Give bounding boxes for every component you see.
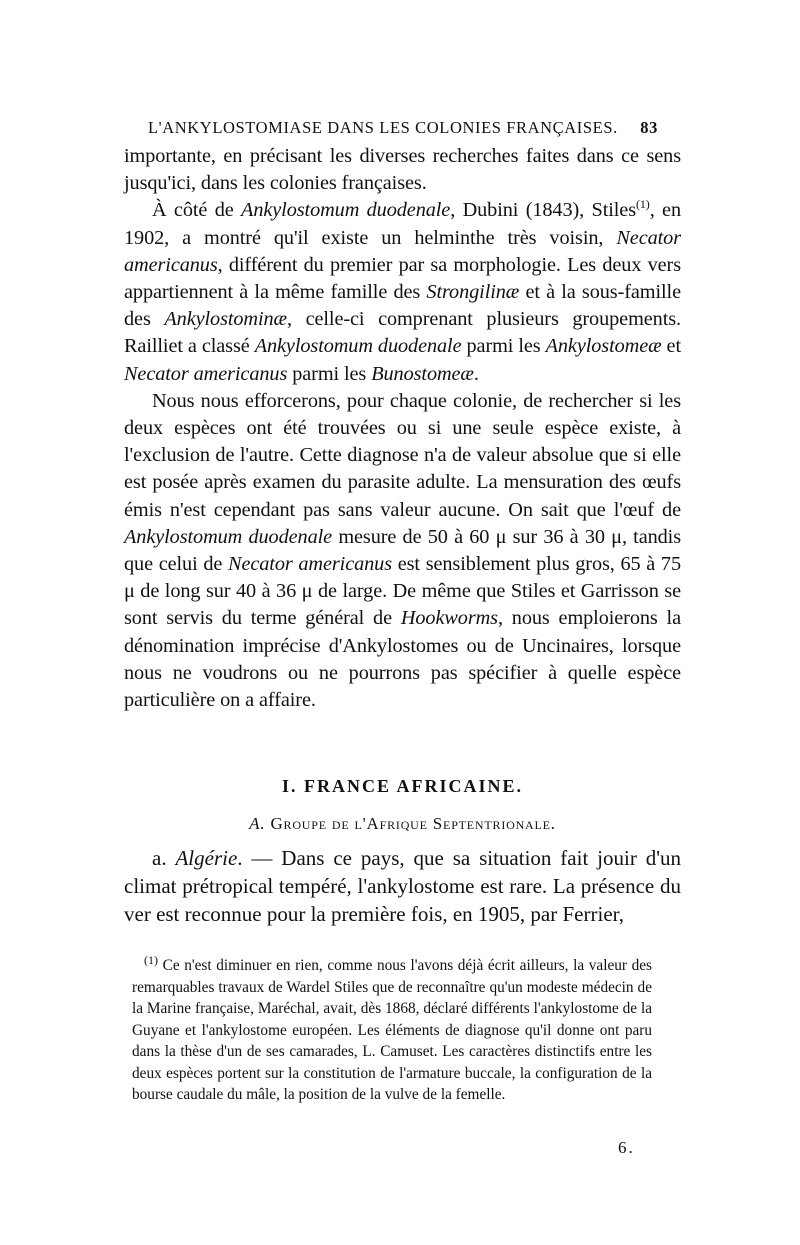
text-run: , en 1902, a montré qu'il existe un helminthe très voisin, — [124, 199, 682, 249]
species-name: Ankylostomum duodenale — [241, 199, 451, 222]
text-run: , nous emploierons la dénomination imprécise d'Ankylostomes ou de Uncinaires, lorsque nous ne voudrons ou ne pourrons pas spécifier à quelle espèce particulière on a affaire. — [124, 607, 681, 712]
taxon-name: Ankylostomeæ — [545, 335, 662, 358]
text-run: parmi les — [461, 335, 546, 358]
text-run: et — [661, 335, 681, 358]
section-title: I. FRANCE AFRICAINE. — [281, 776, 523, 796]
paragraph-1 — [124, 143, 681, 197]
text-run: Nous nous efforcerons, pour chaque colonie, de rechercher si les deux espèces ont été trouvées ou si une seule espèce existe, à l'exclusion de l'autre. Cette diagnose n'a de valeur absolue que si elle est posée après examen du parasite adulte. La mensuration des œufs émis n'est cependant pas sans valeur aucune. On sait que l'œuf de — [124, 389, 681, 521]
running-title: L'ANKYLOSTOMIASE DANS LES COLONIES FRANÇAISES. — [148, 118, 618, 137]
footnote — [132, 952, 652, 1106]
text-run: , différent du premier par sa morphologie. Les deux vers appartiennent à la même famille des — [124, 253, 681, 304]
footnote-number: (1) — [144, 952, 158, 967]
text-run: , Dubini (1843), Stiles — [450, 199, 636, 222]
p1-line-1: importante, en précisant les diverses recherches faites dans ce — [124, 145, 639, 167]
country-name: Algérie — [175, 846, 238, 870]
species-name: Necator americanus — [124, 226, 681, 276]
running-head — [148, 118, 658, 138]
species-name: Ankylostomum duodenale — [254, 335, 462, 358]
species-name: Ankylostomum duodenale — [124, 525, 333, 548]
text-run: parmi les — [287, 362, 372, 385]
body-text — [124, 143, 681, 714]
paragraph-3 — [124, 388, 681, 714]
term-name: Hookworms — [400, 607, 498, 630]
text-run: et à la sous-famille des — [124, 281, 681, 331]
algeria-paragraph — [124, 844, 681, 928]
species-name: Necator americanus — [124, 362, 288, 385]
subsection-letter: A. — [249, 814, 266, 833]
subsection-title — [124, 814, 681, 834]
text-run: est sensiblement plus gros, 65 à 75 μ de long sur 40 à 36 μ de large. De même que Stiles et Garrisson se sont servis du terme général de — [124, 553, 681, 630]
p1-line-2: sens jusqu'ici, dans les colonies françaises. — [124, 145, 681, 195]
taxon-name: Strongilinæ — [426, 281, 520, 304]
algeria-text: . — Dans ce pays, que sa situation fait jouir d'un climat prétropical tempéré, l'ankylostome est rare. La présence du ver est reconnue pour la première fois, en 1905, par Ferrier, — [124, 846, 681, 926]
species-name: Necator americanus — [228, 553, 393, 576]
taxon-name: Ankylostominæ — [164, 308, 287, 331]
footnote-text: Ce n'est diminuer en rien, comme nous l'avons déjà écrit ailleurs, la valeur des remarquables travaux de Wardel Stiles que de reconnaître qu'un modeste médecin de la Marine française, Maréchal, avait, dès 1868, déclaré différents l'ankylostome de la Guyane et l'ankylostome européen. Les éléments de diagnose qu'il donne ont paru dans la thèse d'un de ses camarades, L. Camuset. Les caractères distinctifs entre les deux espèces portent sur la constitution de l'armature buccale, la configuration de la bourse caudale du mâle, la position de la vulve de la femelle. — [132, 957, 652, 1103]
page-number: 83 — [640, 118, 658, 137]
text-run: mesure de 50 à 60 μ sur 36 à 30 μ, tandis que celui de — [124, 525, 682, 576]
item-label: a. — [152, 846, 176, 870]
text-run: , celle-ci comprenant plusieurs groupements. Railliet a classé — [124, 308, 681, 358]
text-run: À côté de — [152, 199, 242, 222]
taxon-name: Bunostomeæ — [371, 362, 474, 385]
paragraph-2 — [124, 197, 681, 387]
text-run: . — [473, 362, 479, 385]
footnote-marker: (1) — [636, 197, 650, 212]
signature-mark: 6. — [618, 1138, 635, 1157]
subsection-text: Groupe de l'Afrique Septentrionale. — [270, 814, 556, 833]
